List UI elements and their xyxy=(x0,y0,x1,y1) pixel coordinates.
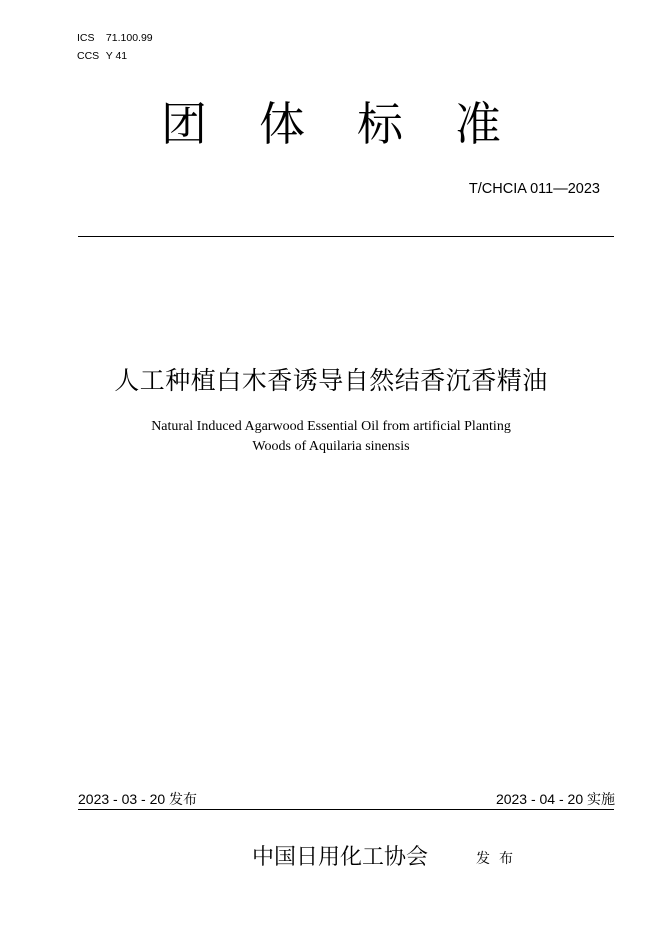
implementation-date: 2023 - 04 - 20 实施 xyxy=(495,791,615,807)
title-chinese: 人工种植白木香诱导自然结香沉香精油 xyxy=(114,367,548,395)
title-english-line-1: Natural Induced Agarwood Essential Oil from artificial Planting xyxy=(151,419,511,434)
title-english-line-2: Woods of Aquilaria sinensis xyxy=(252,439,410,454)
standard-type-heading: 团体标准 xyxy=(161,98,553,150)
ics-value: 71.100.99 xyxy=(105,32,153,44)
title-english xyxy=(0,417,662,457)
issue-date: 2023 - 03 - 20 发布 xyxy=(78,791,198,807)
issuing-organization: 中国日用化工协会 xyxy=(252,844,429,869)
ccs-code xyxy=(77,50,127,62)
standard-number: T/CHCIA 011—2023 xyxy=(468,181,600,197)
top-divider xyxy=(78,236,614,237)
bottom-divider xyxy=(78,809,614,810)
ccs-value: Y 41 xyxy=(105,50,128,62)
ccs-label: CCS xyxy=(77,50,100,62)
ics-code xyxy=(77,32,153,44)
issued-label: 发布 xyxy=(476,850,522,866)
ics-label: ICS xyxy=(77,32,95,44)
